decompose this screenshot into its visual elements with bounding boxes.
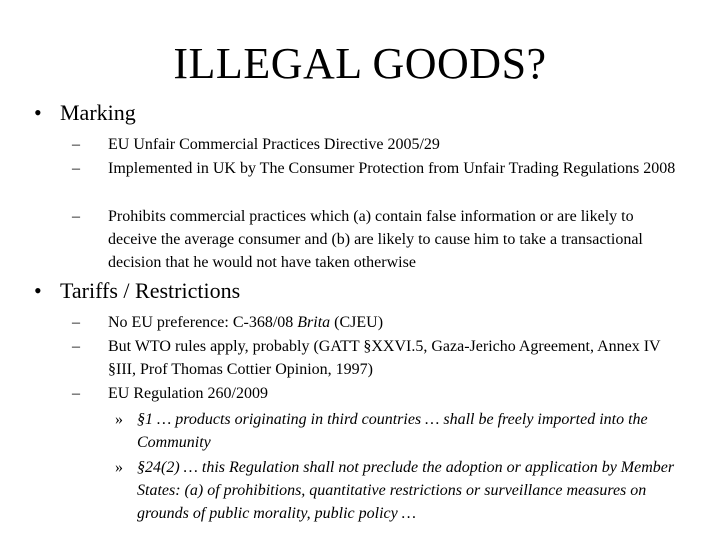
regulation-quote-text: §24(2) … this Regulation shall not preclude the adoption or application by Member States: (a) of prohibitions, quantitative restrictions or surveillance measures on grounds of public morality, public policy … [137,459,675,522]
bullet-tariffs [34,278,241,304]
tariffs-item-no-preference [72,311,683,334]
marking-item-directive [72,133,683,156]
marking-heading: Marking [60,100,136,125]
dash-bullet-icon: – [72,208,80,225]
tariffs-heading: Tariffs / Restrictions [60,278,241,303]
bullet-dot-icon: • [34,278,42,303]
marking-item-text: Prohibits commercial practices which (a) contain false information or are likely to deceive the average consumer and (b) are likely to cause him to take a transactional decision that he would not have taken otherwise [108,208,643,271]
tariffs-item-text: EU Regulation 260/2009 [108,385,268,402]
chevron-bullet-icon: » [115,459,123,476]
regulation-sub-item-article-1 [115,408,692,454]
tariffs-item-wto [72,335,683,381]
dash-bullet-icon: – [72,385,80,402]
bullet-dot-icon: • [34,100,42,125]
bullet-marking [34,100,136,126]
regulation-quote-text: §1 … products originating in third countries … shall be freely imported into the Community [137,411,648,451]
chevron-bullet-icon: » [115,411,123,428]
tariffs-item-text: No EU preference: C-368/08 [108,314,298,331]
tariffs-item-text-court: (CJEU) [330,314,384,331]
case-name-brita: Brita [297,314,331,331]
marking-item-text: Implemented in UK by The Consumer Protection from Unfair Trading Regulations 2008 [108,160,676,177]
tariffs-item-regulation [72,382,683,405]
marking-item-implemented [72,157,683,180]
dash-bullet-icon: – [72,314,80,331]
tariffs-item-text: But WTO rules apply, probably (GATT §XXVI.5, Gaza-Jericho Agreement, Annex IV §III, Prof Thomas Cottier Opinion, 1997) [108,338,661,378]
dash-bullet-icon: – [72,160,80,177]
slide-title: ILLEGAL GOODS? [173,39,547,88]
dash-bullet-icon: – [72,136,80,153]
regulation-sub-item-article-24 [115,456,692,525]
marking-item-prohibits [72,205,683,274]
dash-bullet-icon: – [72,338,80,355]
marking-item-text: EU Unfair Commercial Practices Directive 2005/29 [108,136,440,153]
